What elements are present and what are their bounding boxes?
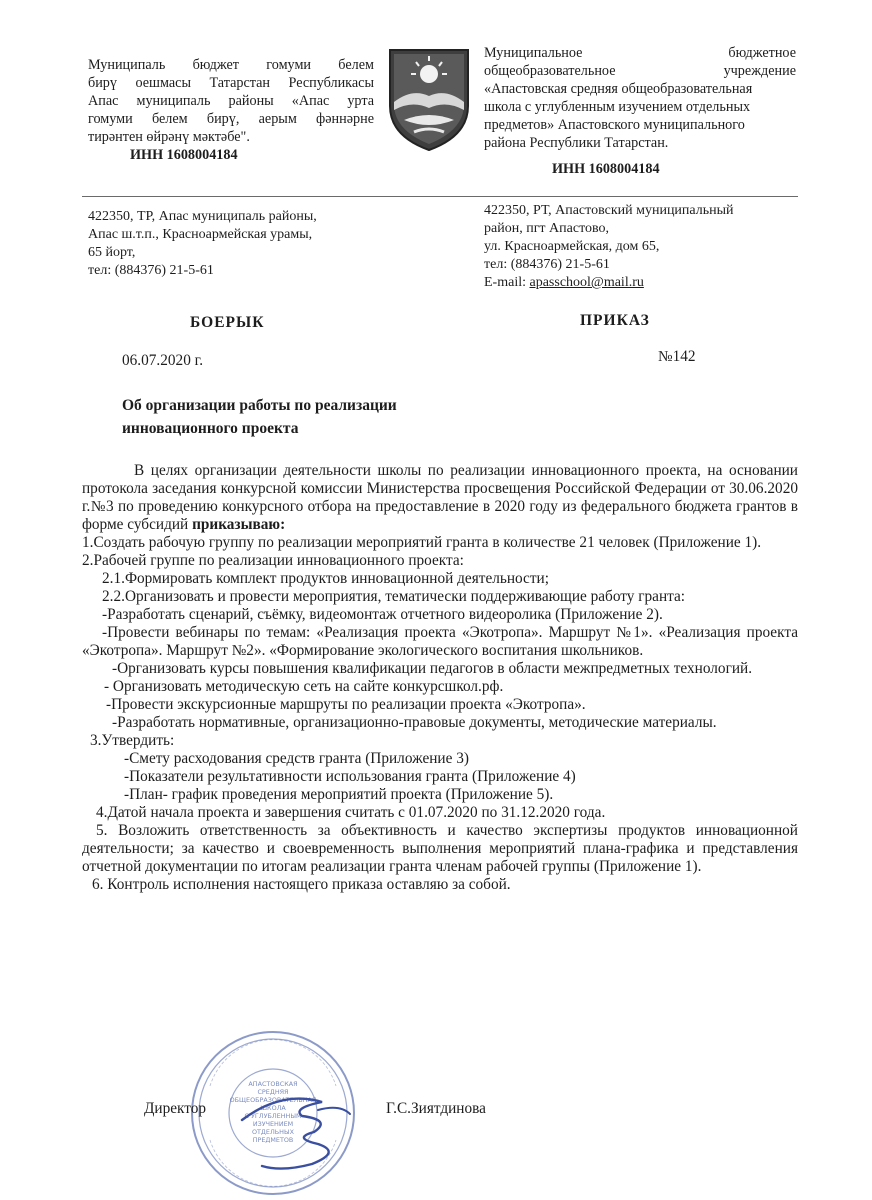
tatar-org-line: Апас муниципаль районы «Апас урта: [88, 93, 374, 109]
stamp-line: ИЗУЧЕНИЕМ: [252, 1120, 294, 1128]
signature-position: Директор: [144, 1100, 207, 1117]
email-label: E-mail:: [484, 275, 526, 290]
item-2-1: 2.1.Формировать комплект продуктов инновационной деятельности;: [102, 570, 549, 587]
stamp-line: С УГЛУБЛЕННЫМ: [244, 1112, 302, 1120]
stamp-line: ШКОЛА: [260, 1104, 286, 1112]
item-3-c: -План- график проведения мероприятий проекта (Приложение 5).: [124, 786, 554, 803]
order-title-russian: ПРИКАЗ: [580, 312, 650, 329]
signature-name: Г.С.Зиятдинова: [386, 1100, 486, 1117]
order-subject: [122, 394, 397, 440]
sub-item-a: -Разработать сценарий, съёмку, видеомонтаж отчетного видеоролика (Приложение 2).: [102, 606, 663, 623]
address-line: район, пгт Апастово,: [484, 221, 610, 236]
russian-org-line: Муниципальное бюджетное: [484, 45, 796, 61]
address-line: тел: (884376) 21-5-61: [88, 263, 214, 278]
address-line: Апас ш.т.п., Красноармейская урамы,: [88, 227, 313, 242]
tatar-inn: ИНН 1608004184: [130, 147, 238, 163]
item-4: 4.Датой начала проекта и завершения считать с 01.07.2020 по 31.12.2020 года.: [96, 804, 606, 821]
tatar-org-line: тирәнтен өйрәнү мәктәбе".: [88, 129, 250, 145]
sub-item-e: -Провести экскурсионные маршруты по реализации проекта «Экотропа».: [106, 696, 586, 713]
order-title-tatar: БОЕРЫК: [190, 314, 265, 331]
stamp-line: СРЕДНЯЯ: [257, 1088, 289, 1096]
address-line: 422350, РТ, Апастовский муниципальный: [484, 203, 734, 218]
item-2-2: 2.2.Организовать и провести мероприятия, тематически поддерживающие работу гранта:: [102, 588, 686, 605]
item-6: 6. Контроль исполнения настоящего приказа оставляю за собой.: [92, 876, 511, 893]
subject-line: Об организации работы по реализации: [122, 397, 397, 414]
russian-inn: ИНН 1608004184: [552, 161, 660, 177]
item-3-b: -Показатели результативности использования гранта (Приложение 4): [124, 768, 576, 785]
address-line: 422350, ТР, Апас муниципаль районы,: [88, 209, 317, 224]
coat-of-arms-icon: [384, 44, 474, 154]
russian-org-line: общеобразовательное учреждение: [484, 63, 796, 79]
tatar-org-line: гомуми белем бирү, аерым фәннәрне: [88, 111, 374, 127]
address-line: ул. Красноармейская, дом 65,: [484, 239, 660, 254]
item-5: 5. Возложить ответственность за объективность и качество экспертизы продуктов инновационной деятельности; за качество и своевременность выполнения мероприятий плана-графика и представления отчетной документации по итогам реализации гранта членам рабочей группы (Приложение 1).: [82, 822, 798, 875]
email-row: [484, 274, 800, 292]
order-body: [82, 462, 798, 894]
address-line: тел: (884376) 21-5-61: [484, 257, 610, 272]
russian-address: [484, 202, 800, 292]
sub-item-c: -Организовать курсы повышения квалификации педагогов в области межпредметных технологий.: [112, 660, 753, 677]
intro-text: В целях организации деятельности школы по реализации инновационного проекта, на основании протокола заседания конкурсной комиссии Министерства просвещения Российской Федерации от 30.06.2020 г.№3 по проведению конкурсного отбора на предоставление в 2020 году из федерального бюджета грантов в форме субсидий: [82, 462, 798, 533]
item-1: 1.Создать рабочую группу по реализации мероприятий гранта в количестве 21 человек (Приложение 1).: [82, 534, 762, 551]
sub-item-f: -Разработать нормативные, организационно-правовые документы, методические материалы.: [112, 714, 717, 731]
sub-item-b: -Провести вебинары по темам: «Реализация проекта «Экотропа». Маршрут №1». «Реализация проекта «Экотропа». Маршрут №2». «Формирование экологического воспитания школьников.: [82, 624, 798, 659]
header-divider: [82, 196, 798, 197]
stamp-line: АПАСТОВСКАЯ: [248, 1080, 298, 1088]
item-3: 3.Утвердить:: [90, 732, 175, 749]
address-line: 65 йорт,: [88, 245, 136, 260]
intro-bold: приказываю:: [192, 516, 286, 533]
handwritten-signature: [222, 1080, 372, 1180]
stamp-line: ПРЕДМЕТОВ: [252, 1136, 294, 1144]
russian-org-line: школа с углубленным изучением отдельных: [484, 99, 751, 115]
item-2: 2.Рабочей группе по реализации инновационного проекта:: [82, 552, 464, 569]
russian-org-line: «Апастовская средняя общеобразовательная: [484, 81, 753, 97]
subject-line: инновационного проекта: [122, 420, 299, 437]
email-link[interactable]: apasschool@mail.ru: [529, 275, 644, 290]
russian-org-name: [484, 44, 796, 152]
tatar-org-name: [88, 56, 374, 146]
item-3-a: -Смету расходования средств гранта (Приложение 3): [124, 750, 469, 767]
stamp-line: ОТДЕЛЬНЫХ: [252, 1128, 294, 1136]
order-number: №142: [658, 348, 696, 365]
russian-org-line: района Республики Татарстан.: [484, 135, 669, 151]
tatar-address: [88, 208, 388, 280]
sub-item-d: - Организовать методическую сеть на сайте конкурсшкол.рф.: [104, 678, 504, 695]
order-date: 06.07.2020 г.: [122, 352, 204, 369]
stamp-line: ОБЩЕОБРАЗОВАТЕЛЬНАЯ: [229, 1096, 317, 1104]
intro-paragraph: [82, 462, 798, 534]
tatar-org-line: Муниципаль бюджет гомуми белем: [88, 57, 374, 73]
russian-org-line: предметов» Апастовского муниципального: [484, 117, 745, 133]
tatar-org-line: бирү оешмасы Татарстан Республикасы: [88, 75, 374, 91]
